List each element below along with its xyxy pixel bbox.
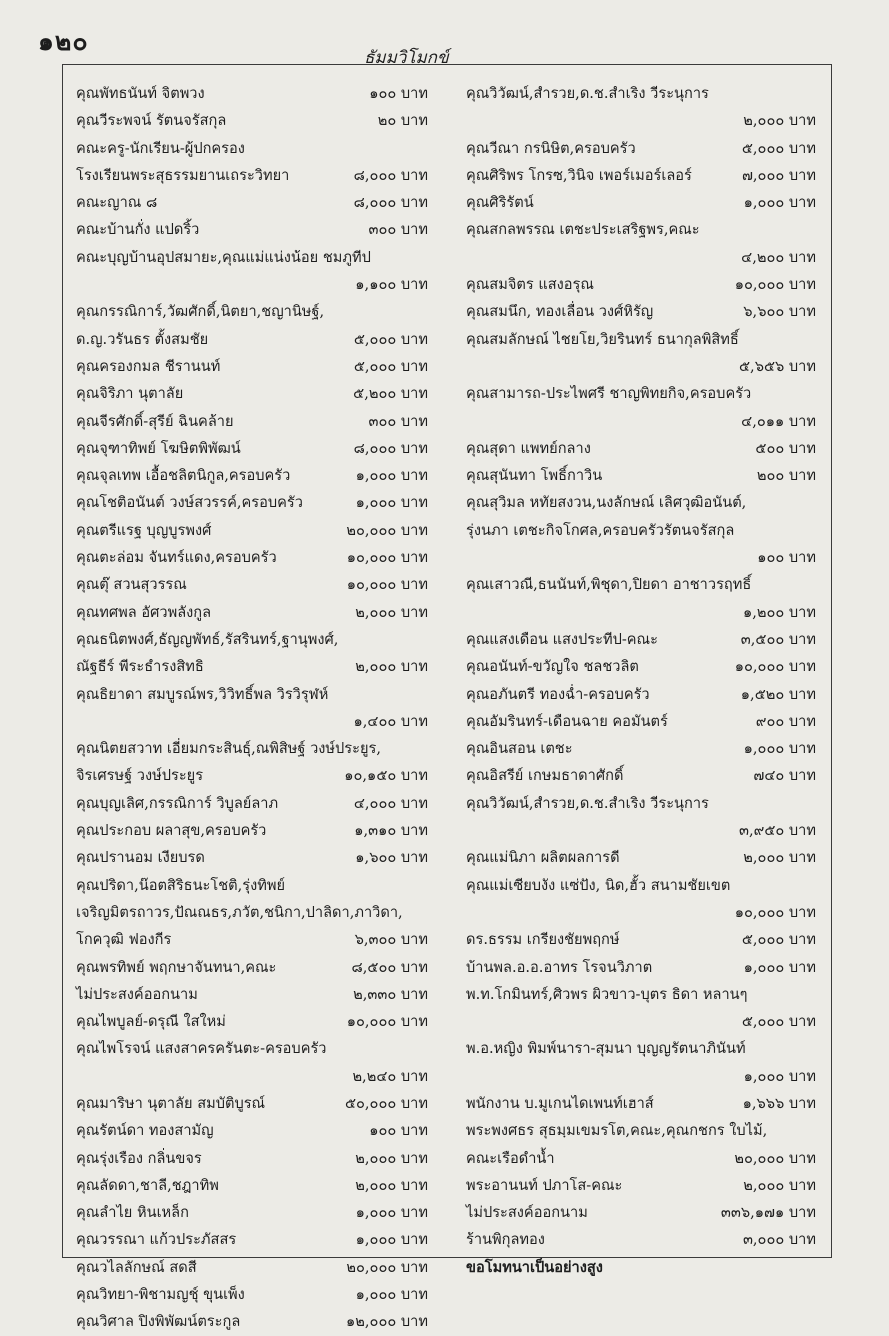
donor-row: [466, 762, 816, 789]
donor-name: คุณมาริษา นุตาลัย สมบัติบูรณ์: [76, 1094, 266, 1112]
donor-row: [466, 162, 816, 189]
donor-row: [466, 790, 816, 817]
donor-name: คุณจิริภา นุตาลัย: [76, 385, 184, 403]
donation-amount: ๒,๐๐๐ บาท: [355, 658, 428, 676]
donor-name: คุณอภันตรี ทองฉ่ำ-ครอบครัว: [466, 685, 650, 703]
donor-row: [466, 817, 816, 844]
donor-name: คุณอิสรีย์ เกษมธาดาศักดิ์: [466, 767, 624, 785]
donation-amount: ๕,๖๕๖ บาท: [739, 357, 816, 375]
donor-row: [76, 162, 428, 189]
donation-amount: ๔,๒๐๐ บาท: [741, 248, 816, 266]
donation-amount: ๕,๐๐๐ บาท: [741, 139, 816, 157]
donor-row: [76, 1145, 428, 1172]
donor-row: [76, 271, 428, 298]
donation-amount: ๑,๖๖๖ บาท: [742, 1094, 816, 1112]
donor-name: คุณวิทยา-พิชามญชุ์ ขุนเพ็ง: [76, 1286, 245, 1304]
donor-name: พระอานนท์ ปภาโส-คณะ: [466, 1176, 623, 1194]
donation-amount: ๒,๐๐๐ บาท: [743, 112, 816, 130]
donor-name: คุณอัมรินทร์-เดือนฉาย คอมันตร์: [466, 712, 668, 730]
donation-amount: ๒๐ บาท: [377, 112, 428, 130]
donation-amount: ๒๐,๐๐๐ บาท: [734, 1149, 816, 1167]
donor-name: คุณบุญเลิศ,กรรณิการ์ วิบูลย์ลาภ: [76, 794, 279, 812]
donor-row: [76, 380, 428, 407]
donor-name: คุณพัทธนันท์ จิตพวง: [76, 85, 205, 102]
donation-amount: ๑,๓๑๐ บาท: [354, 822, 428, 840]
donor-row: [76, 1308, 428, 1335]
donor-name: คุณประกอบ ผลาสุข,ครอบครัว: [76, 822, 267, 840]
donation-amount: ๑๐,๐๐๐ บาท: [734, 276, 816, 294]
donation-amount: ๑๐,๐๐๐ บาท: [346, 549, 428, 567]
donation-amount: ๑,๐๐๐ บาท: [355, 467, 428, 485]
donor-row: [466, 435, 816, 462]
donor-name: คุณศิริพร โกรซ,วินิจ เพอร์เมอร์เลอร์: [466, 166, 692, 184]
donor-row: [466, 981, 816, 1008]
donation-amount: ๒๐๐ บาท: [756, 467, 816, 485]
donor-row: [466, 353, 816, 380]
donor-name: โรงเรียนพระสุธรรมยานเถระวิทยา: [76, 166, 290, 184]
donor-row: [76, 708, 428, 735]
donor-row: [466, 599, 816, 626]
donor-row: [76, 1090, 428, 1117]
donor-name: คุณสมลักษณ์ ไชยโย,วิยรินทร์ ธนากุลพิสิทธิ์: [466, 330, 739, 348]
donation-amount: ๗๔๐ บาท: [753, 767, 816, 785]
donor-row: [76, 1063, 428, 1090]
donor-row: [76, 844, 428, 871]
donor-row: [76, 1226, 428, 1253]
donor-row: [466, 872, 816, 899]
donation-amount: ๑๒,๐๐๐ บาท: [346, 1313, 428, 1331]
donor-row: [466, 954, 816, 981]
donor-name: คุณครองกมล ชีรานนท์: [76, 357, 221, 375]
donation-amount: ๑๐๐ บาท: [757, 549, 816, 567]
donor-name: พ.ท.โกมินทร์,ศิวพร ผิวขาว-บุตร ธิดา หลานๆ: [466, 985, 748, 1003]
donation-amount: ๑๐,๑๕๐ บาท: [344, 767, 428, 785]
donor-name: คุณสุนันทา โพธิ์กาวิน: [466, 467, 603, 485]
donor-name: ณัฐธีร์ พีระธำรงสิทธิ: [76, 658, 204, 676]
donor-name: คุณไพโรจน์ แสงสาครครันตะ-ครอบครัว: [76, 1040, 327, 1058]
donor-name: โกควุฒิ ฟองกีร: [76, 931, 172, 949]
donation-amount: ๑๐๐ บาท: [369, 85, 428, 102]
donor-name: คุณปริดา,น๊อตสิริธนะโชติ,รุ่งทิพย์: [76, 876, 286, 894]
donation-amount: ๒๐,๐๐๐ บาท: [346, 1258, 428, 1276]
donation-amount: ๑,๐๐๐ บาท: [355, 1231, 428, 1249]
donation-amount: ๑,๕๒๐ บาท: [740, 685, 816, 703]
donor-name: คุณวีณา กรนิษิต,ครอบครัว: [466, 139, 636, 157]
donor-name: คุณเสาวณี,ธนนันท์,พิชุดา,ปิยดา อาชาวรฤทธิ์: [466, 576, 752, 594]
donor-row: [76, 1281, 428, 1308]
donor-name: คุณนิตยสวาท เอี่ยมกระสินธุ์,ณพิสิษฐ์ วงษ์ประยูร,: [76, 740, 382, 758]
donor-name: คุณอนันท์-ขวัญใจ ชลชวลิต: [466, 658, 639, 676]
donor-row: [466, 189, 816, 216]
donor-name: คุณสมจิตร แสงอรุณ: [466, 276, 594, 294]
donor-row: [76, 517, 428, 544]
donor-name: คุณตรีแรฐ บุญบูรพงศ์: [76, 521, 212, 539]
donor-row: [466, 135, 816, 162]
donor-row: [466, 216, 816, 243]
donor-row: [76, 107, 428, 134]
donor-name: คุณวีระพจน์ รัตนจรัสกุล: [76, 112, 227, 130]
donor-row: [76, 326, 428, 353]
donation-amount: ๓๐๐ บาท: [368, 221, 428, 239]
donor-name: คุณวิศาล ปิงพิพัฒน์ตระกูล: [76, 1313, 241, 1331]
donation-amount: ๗,๐๐๐ บาท: [741, 166, 816, 184]
donor-name: คุณทศพล อัศวพลังกูล: [76, 603, 212, 621]
donor-row: [76, 1035, 428, 1062]
donation-amount: ๒๐,๐๐๐ บาท: [346, 521, 428, 539]
donor-name: คุณจุลเทพ เอื้อชลิตนิกูล,ครอบครัว: [76, 467, 291, 485]
donor-row: [76, 954, 428, 981]
donor-row: [466, 80, 816, 107]
donation-amount: ๒,๒๔๐ บาท: [352, 1067, 428, 1085]
donor-row: [466, 1226, 816, 1253]
donor-row: [466, 107, 816, 134]
donor-row: [76, 735, 428, 762]
donor-name: คุณปรานอม เงียบรด: [76, 849, 205, 867]
donor-name: พ.อ.หญิง พิมพ์นารา-สุมนา บุญญรัตนาภินันท์: [466, 1040, 746, 1058]
donation-amount: ๑๐,๐๐๐ บาท: [346, 576, 428, 594]
donation-amount: ๑,๖๐๐ บาท: [355, 849, 428, 867]
donor-name: คุณโชติอนันต์ วงษ์สวรรค์,ครอบครัว: [76, 494, 303, 512]
donation-amount: ๓,๕๐๐ บาท: [740, 630, 816, 648]
donor-name: คุณแสงเดือน แสงประทีป-คณะ: [466, 630, 658, 648]
donation-amount: ๓,๐๐๐ บาท: [742, 1231, 816, 1249]
closing-text: ขอโมทนาเป็นอย่างสูง: [466, 1258, 603, 1276]
donor-row: [76, 626, 428, 653]
donor-row: [76, 681, 428, 708]
donor-name: คณะบุญบ้านอุปสมายะ,คุณแม่แน่งน้อย ชมภูทีป: [76, 248, 371, 266]
donor-name: คุณจุฑาทิพย์ โฆษิตพิพัฒน์: [76, 439, 241, 457]
donor-row: [76, 135, 428, 162]
donor-name: ไม่ประสงค์ออกนาม: [466, 1204, 588, 1222]
donor-row: [76, 80, 428, 107]
donor-row: [76, 653, 428, 680]
donation-amount: ๑๐,๐๐๐ บาท: [346, 1013, 428, 1031]
donor-row: [466, 735, 816, 762]
donor-row: [76, 571, 428, 598]
donor-name: ดร.ธรรม เกรียงชัยพฤกษ์: [466, 931, 620, 949]
donation-amount: ๓,๙๕๐ บาท: [739, 822, 816, 840]
donor-name: คุณตะล่อม จันทร์แดง,ครอบครัว: [76, 549, 277, 567]
donor-row: [76, 435, 428, 462]
donor-row: [466, 844, 816, 871]
donor-row: [466, 1035, 816, 1062]
donation-amount: ๑,๒๐๐ บาท: [742, 603, 816, 621]
donation-amount: ๓๐๐ บาท: [368, 412, 428, 430]
donor-name: คณะบ้านกั่ง แปดริ้ว: [76, 221, 200, 239]
donation-amount: ๕,๐๐๐ บาท: [353, 357, 428, 375]
donor-name: คุณแม่เซียบงัง แซ่ปัง, นิด,ฮั้ว สนามชัยเขต: [466, 876, 731, 894]
donation-amount: ๘,๐๐๐ บาท: [353, 439, 428, 457]
donor-row: [466, 244, 816, 271]
donor-row: [466, 626, 816, 653]
donor-row: [76, 216, 428, 243]
donor-row: [466, 408, 816, 435]
donor-row: [466, 326, 816, 353]
right-donor-column: [466, 80, 816, 1281]
donor-name: คุณวิวัฒน์,สำรวย,ด.ช.สำเริง วีระนุการ: [466, 85, 709, 102]
donor-name: คุณจีรศักดิ์-สุรีย์ ฉินคล้าย: [76, 412, 234, 430]
left-donor-column: [76, 80, 428, 1336]
donor-row: [76, 762, 428, 789]
donor-row: [76, 298, 428, 325]
donation-amount: ๘,๐๐๐ บาท: [353, 166, 428, 184]
donor-name: คุณลำไย หินเหล็ก: [76, 1204, 189, 1222]
donor-name: คุณกรรณิการ์,วัฒศักดิ์,นิตยา,ชญานิษฐ์,: [76, 303, 325, 321]
donor-name: ไม่ประสงค์ออกนาม: [76, 985, 198, 1003]
donor-row: [466, 380, 816, 407]
donor-name: รุ่งนภา เตชะกิจโกศล,ครอบครัวรัตนจรัสกุล: [466, 521, 735, 539]
donor-row: [76, 872, 428, 899]
donation-amount: ๖,๖๐๐ บาท: [743, 303, 816, 321]
donor-row: [76, 1254, 428, 1281]
donor-row: [466, 926, 816, 953]
donor-row: [466, 1145, 816, 1172]
donation-amount: ๑,๐๐๐ บาท: [743, 740, 816, 758]
donor-row: [466, 1063, 816, 1090]
donation-amount: ๑,๐๐๐ บาท: [743, 194, 816, 212]
donation-amount: ๕๐,๐๐๐ บาท: [344, 1094, 428, 1112]
donation-amount: ๕,๐๐๐ บาท: [741, 931, 816, 949]
donation-amount: ๓๓๖,๑๗๑ บาท: [720, 1204, 816, 1222]
donor-row: [76, 926, 428, 953]
donor-name: คณะญาณ ๘: [76, 194, 158, 212]
donor-row: [76, 1117, 428, 1144]
donor-row: [466, 899, 816, 926]
donor-name: คุณวไลลักษณ์ สดสี: [76, 1258, 197, 1276]
donor-name: เจริญมิตรถาวร,ปัณณธร,ภวัต,ชนิกา,ปาลิดา,ภาวิดา,: [76, 903, 403, 921]
donor-name: จิรเศรษฐ์ วงษ์ประยูร: [76, 767, 204, 785]
donor-row: [76, 899, 428, 926]
donation-amount: ๕,๒๐๐ บาท: [353, 385, 428, 403]
donation-amount: ๕๐๐ บาท: [755, 439, 816, 457]
page-number: ๑๒๐: [38, 27, 89, 56]
donor-row: [466, 271, 816, 298]
donor-row: [466, 1172, 816, 1199]
donation-amount: ๑,๐๐๐ บาท: [743, 1067, 816, 1085]
donation-amount: ๔,๐๐๐ บาท: [353, 794, 428, 812]
donation-amount: ๑,๐๐๐ บาท: [743, 958, 816, 976]
donor-row: [466, 1008, 816, 1035]
donation-amount: ๙๐๐ บาท: [755, 712, 816, 730]
donation-amount: ๕,๐๐๐ บาท: [353, 330, 428, 348]
donor-name: ด.ญ.วรันธร ตั้งสมชัย: [76, 330, 209, 348]
donor-name: คุณแม่นิภา ผลิตผลการดี: [466, 849, 620, 867]
donation-amount: ๑๐,๐๐๐ บาท: [734, 658, 816, 676]
donation-amount: ๒,๐๐๐ บาท: [355, 603, 428, 621]
donor-name: คุณรุ่งเรือง กลิ่นขจร: [76, 1149, 202, 1167]
donation-amount: ๔,๐๑๑ บาท: [741, 412, 816, 430]
donation-amount: ๑,๔๐๐ บาท: [353, 712, 428, 730]
donation-amount: ๕,๐๐๐ บาท: [741, 1013, 816, 1031]
donor-row: [76, 462, 428, 489]
donation-amount: ๑,๐๐๐ บาท: [355, 494, 428, 512]
donation-amount: ๒,๐๐๐ บาท: [355, 1149, 428, 1167]
donor-name: คุณลัดดา,ชาลี,ชฎาทิพ: [76, 1176, 219, 1194]
donor-name: บ้านพล.อ.อ.อาทร โรจนวิภาต: [466, 958, 653, 976]
donor-row: [76, 544, 428, 571]
donor-row: [76, 817, 428, 844]
donor-name: คุณพรทิพย์ พฤกษาจันทนา,คณะ: [76, 958, 277, 976]
donation-amount: ๒,๐๐๐ บาท: [743, 1176, 816, 1194]
donor-name: คุณวรรณา แก้วประภัสสร: [76, 1231, 237, 1249]
donation-amount: ๒,๐๐๐ บาท: [743, 849, 816, 867]
donation-amount: ๖,๓๐๐ บาท: [354, 931, 428, 949]
donor-row: [76, 489, 428, 516]
donor-row: [76, 790, 428, 817]
donor-name: คุณตุ๊ สวนสุวรรณ: [76, 576, 187, 594]
donor-name: คุณสุวิมล หทัยสงวน,นงลักษณ์ เลิศวุฒิอนันต์,: [466, 494, 747, 512]
donor-name: คุณสมนึก, ทองเลื่อน วงศ์หิรัญ: [466, 303, 654, 321]
donor-row: [466, 517, 816, 544]
donor-row: [76, 599, 428, 626]
donor-row: [466, 544, 816, 571]
donor-row: [466, 489, 816, 516]
donor-name: คุณสามารถ-ประไพศรี ชาญพิทยกิจ,ครอบครัว: [466, 385, 752, 403]
donor-row: [76, 1172, 428, 1199]
donor-name: คุณวิวัฒน์,สำรวย,ด.ช.สำเริง วีระนุการ: [466, 794, 709, 812]
donor-name: คุณสุดา แพทย์กลาง: [466, 439, 591, 457]
donor-row: [466, 462, 816, 489]
donor-name: คุณรัตน์ดา ทองสามัญ: [76, 1122, 214, 1140]
donor-name: คุณธนิตพงศ์,ธัญญพัทธ์,รัสรินทร์,ฐานุพงศ์,: [76, 630, 339, 648]
donor-name: คณะครู-นักเรียน-ผู้ปกครอง: [76, 139, 245, 157]
donor-row: [466, 1090, 816, 1117]
donation-amount: ๑๐,๐๐๐ บาท: [734, 903, 816, 921]
donation-amount: ๑๐๐ บาท: [369, 1122, 428, 1140]
donor-name: คุณอินสอน เตชะ: [466, 740, 573, 758]
donor-row: [466, 298, 816, 325]
donation-amount: ๑,๐๐๐ บาท: [355, 1286, 428, 1304]
donor-row: [76, 981, 428, 1008]
running-header: ธัมมวิโมกข์: [364, 48, 449, 68]
donation-amount: ๑,๑๐๐ บาท: [355, 276, 428, 294]
donor-row: [466, 1199, 816, 1226]
donor-name: ร้านพิกุลทอง: [466, 1231, 545, 1249]
donor-name: คุณศิริรัตน์: [466, 194, 534, 212]
donor-row: [76, 408, 428, 435]
donation-amount: ๒,๐๐๐ บาท: [355, 1176, 428, 1194]
donor-name: คุณไพบูลย์-ดรุณี ใสใหม่: [76, 1013, 226, 1031]
donation-amount: ๘,๕๐๐ บาท: [351, 958, 428, 976]
donor-row: [76, 189, 428, 216]
donor-row: [76, 353, 428, 380]
donor-row: [76, 1008, 428, 1035]
donation-amount: ๑,๐๐๐ บาท: [355, 1204, 428, 1222]
donor-row: [466, 681, 816, 708]
donor-row: [466, 653, 816, 680]
donor-row: [466, 708, 816, 735]
donor-name: พระพงศธร สุธมฺมเขมรโต,คณะ,คุณกชกร ใบไม้,: [466, 1122, 768, 1140]
donor-name: พนักงาน บ.มูเกนไดเพนท์เฮาส์: [466, 1094, 654, 1112]
donor-name: คุณธิยาดา สมบูรณ์พร,วิวิทธิ์พล วิรวิรุฬห์: [76, 685, 329, 703]
donation-amount: ๒,๓๓๐ บาท: [353, 985, 428, 1003]
donor-row: [466, 1117, 816, 1144]
donation-amount: ๘,๐๐๐ บาท: [353, 194, 428, 212]
donor-row: [76, 1199, 428, 1226]
donor-name: คณะเรือดำน้ำ: [466, 1149, 555, 1167]
donor-name: คุณสกลพรรณ เตชะประเสริฐพร,คณะ: [466, 221, 700, 239]
donor-row: [466, 571, 816, 598]
donor-row: [76, 244, 428, 271]
